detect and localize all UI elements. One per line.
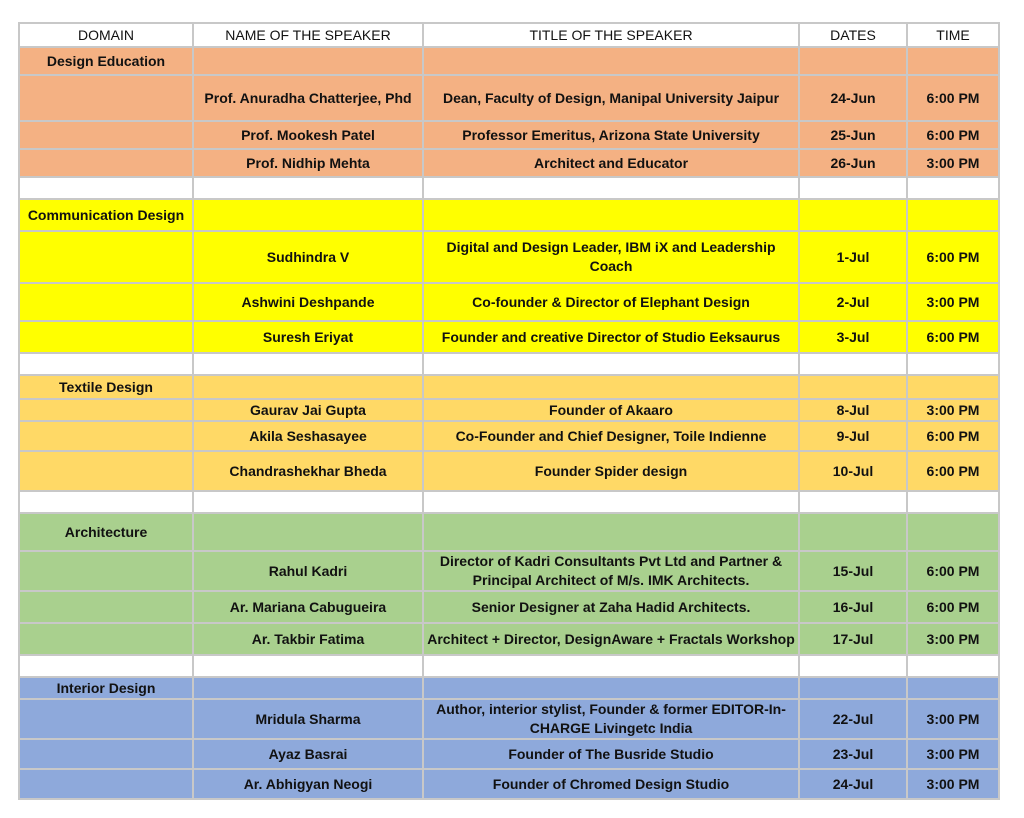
section-domain-row [19, 513, 999, 551]
empty-cell [799, 353, 907, 375]
spacer-row [19, 491, 999, 513]
empty-cell [799, 47, 907, 75]
speaker-row [19, 591, 999, 623]
speaker-title: Digital and Design Leader, IBM iX and Leadership Coach [423, 231, 799, 283]
empty-cell [193, 655, 423, 677]
speaker-title: Founder Spider design [423, 451, 799, 491]
speaker-name: Mridula Sharma [193, 699, 423, 739]
speaker-row [19, 231, 999, 283]
domain-cell [19, 321, 193, 353]
domain-label: Architecture [19, 513, 193, 551]
empty-cell [799, 199, 907, 231]
speaker-title: Architect + Director, DesignAware + Fractals Workshop [423, 623, 799, 655]
speaker-title: Author, interior stylist, Founder & former EDITOR-In-CHARGE Livingetc India [423, 699, 799, 739]
session-date: 1-Jul [799, 231, 907, 283]
empty-cell [193, 353, 423, 375]
speaker-row [19, 149, 999, 177]
speaker-name: Akila Seshasayee [193, 421, 423, 451]
domain-cell [19, 231, 193, 283]
speaker-title: Founder and creative Director of Studio Eeksaurus [423, 321, 799, 353]
empty-cell [19, 491, 193, 513]
section-domain-row [19, 375, 999, 399]
speaker-name: Prof. Mookesh Patel [193, 121, 423, 149]
session-date: 25-Jun [799, 121, 907, 149]
session-date: 24-Jun [799, 75, 907, 121]
speaker-row [19, 699, 999, 739]
session-time: 6:00 PM [907, 551, 999, 591]
empty-cell [907, 491, 999, 513]
empty-cell [19, 353, 193, 375]
domain-cell [19, 591, 193, 623]
domain-cell [19, 149, 193, 177]
session-date: 26-Jun [799, 149, 907, 177]
header-time: TIME [907, 23, 999, 47]
empty-cell [19, 177, 193, 199]
speaker-name: Ar. Takbir Fatima [193, 623, 423, 655]
empty-cell [423, 513, 799, 551]
speaker-title: Founder of The Busride Studio [423, 739, 799, 769]
speaker-name: Ar. Abhigyan Neogi [193, 769, 423, 799]
empty-cell [799, 655, 907, 677]
speaker-row [19, 75, 999, 121]
speaker-row [19, 399, 999, 421]
session-date: 17-Jul [799, 623, 907, 655]
empty-cell [423, 375, 799, 399]
session-time: 3:00 PM [907, 739, 999, 769]
empty-cell [907, 375, 999, 399]
speaker-title: Founder of Chromed Design Studio [423, 769, 799, 799]
empty-cell [19, 655, 193, 677]
session-date: 2-Jul [799, 283, 907, 321]
domain-label: Interior Design [19, 677, 193, 699]
schedule-body [19, 47, 999, 799]
session-time: 3:00 PM [907, 769, 999, 799]
speaker-name: Sudhindra V [193, 231, 423, 283]
speaker-title: Co-Founder and Chief Designer, Toile Indienne [423, 421, 799, 451]
speaker-name: Prof. Nidhip Mehta [193, 149, 423, 177]
spacer-row [19, 353, 999, 375]
speaker-title: Director of Kadri Consultants Pvt Ltd and Partner & Principal Architect of M/s. IMK Architects. [423, 551, 799, 591]
spacer-row [19, 655, 999, 677]
session-time: 6:00 PM [907, 321, 999, 353]
empty-cell [423, 177, 799, 199]
empty-cell [193, 47, 423, 75]
empty-cell [423, 353, 799, 375]
domain-label: Textile Design [19, 375, 193, 399]
session-time: 6:00 PM [907, 451, 999, 491]
empty-cell [423, 655, 799, 677]
session-time: 3:00 PM [907, 149, 999, 177]
speaker-title: Architect and Educator [423, 149, 799, 177]
session-time: 3:00 PM [907, 399, 999, 421]
session-time: 3:00 PM [907, 623, 999, 655]
empty-cell [907, 353, 999, 375]
empty-cell [907, 655, 999, 677]
domain-cell [19, 75, 193, 121]
speaker-name: Prof. Anuradha Chatterjee, Phd [193, 75, 423, 121]
empty-cell [423, 47, 799, 75]
speaker-title: Founder of Akaaro [423, 399, 799, 421]
session-time: 6:00 PM [907, 75, 999, 121]
empty-cell [907, 199, 999, 231]
speaker-row [19, 421, 999, 451]
session-time: 3:00 PM [907, 283, 999, 321]
speaker-row [19, 121, 999, 149]
speaker-title: Co-founder & Director of Elephant Design [423, 283, 799, 321]
session-date: 23-Jul [799, 739, 907, 769]
empty-cell [907, 513, 999, 551]
header-speaker-name: NAME OF THE SPEAKER [193, 23, 423, 47]
speaker-name: Ar. Mariana Cabugueira [193, 591, 423, 623]
speaker-name: Suresh Eriyat [193, 321, 423, 353]
empty-cell [193, 177, 423, 199]
empty-cell [799, 677, 907, 699]
empty-cell [193, 375, 423, 399]
speaker-name: Ayaz Basrai [193, 739, 423, 769]
speaker-title: Dean, Faculty of Design, Manipal University Jaipur [423, 75, 799, 121]
domain-cell [19, 451, 193, 491]
session-time: 6:00 PM [907, 591, 999, 623]
header-row [19, 23, 999, 47]
speaker-title: Senior Designer at Zaha Hadid Architects. [423, 591, 799, 623]
speaker-row [19, 321, 999, 353]
session-date: 15-Jul [799, 551, 907, 591]
session-time: 6:00 PM [907, 121, 999, 149]
section-domain-row [19, 47, 999, 75]
header-speaker-title: TITLE OF THE SPEAKER [423, 23, 799, 47]
empty-cell [193, 491, 423, 513]
empty-cell [423, 491, 799, 513]
domain-cell [19, 421, 193, 451]
speaker-name: Chandrashekhar Bheda [193, 451, 423, 491]
empty-cell [799, 491, 907, 513]
speaker-row [19, 551, 999, 591]
speaker-name: Ashwini Deshpande [193, 283, 423, 321]
domain-cell [19, 551, 193, 591]
empty-cell [423, 199, 799, 231]
section-domain-row [19, 199, 999, 231]
domain-cell [19, 283, 193, 321]
header-dates: DATES [799, 23, 907, 47]
speaker-row [19, 739, 999, 769]
session-date: 16-Jul [799, 591, 907, 623]
empty-cell [193, 199, 423, 231]
domain-cell [19, 739, 193, 769]
session-date: 10-Jul [799, 451, 907, 491]
session-date: 22-Jul [799, 699, 907, 739]
empty-cell [907, 47, 999, 75]
empty-cell [193, 677, 423, 699]
session-time: 6:00 PM [907, 231, 999, 283]
domain-cell [19, 769, 193, 799]
speaker-row [19, 283, 999, 321]
session-date: 24-Jul [799, 769, 907, 799]
session-date: 8-Jul [799, 399, 907, 421]
session-time: 6:00 PM [907, 421, 999, 451]
session-date: 3-Jul [799, 321, 907, 353]
empty-cell [799, 513, 907, 551]
speaker-name: Gaurav Jai Gupta [193, 399, 423, 421]
domain-label: Design Education [19, 47, 193, 75]
session-date: 9-Jul [799, 421, 907, 451]
speaker-name: Rahul Kadri [193, 551, 423, 591]
session-time: 3:00 PM [907, 699, 999, 739]
empty-cell [907, 677, 999, 699]
speaker-row [19, 451, 999, 491]
domain-cell [19, 121, 193, 149]
header-domain: DOMAIN [19, 23, 193, 47]
empty-cell [799, 177, 907, 199]
spacer-row [19, 177, 999, 199]
empty-cell [799, 375, 907, 399]
domain-label: Communication Design [19, 199, 193, 231]
empty-cell [907, 177, 999, 199]
section-domain-row [19, 677, 999, 699]
empty-cell [423, 677, 799, 699]
domain-cell [19, 399, 193, 421]
domain-cell [19, 699, 193, 739]
empty-cell [193, 513, 423, 551]
speaker-schedule-table [18, 22, 1000, 800]
domain-cell [19, 623, 193, 655]
speaker-row [19, 623, 999, 655]
speaker-title: Professor Emeritus, Arizona State University [423, 121, 799, 149]
speaker-row [19, 769, 999, 799]
